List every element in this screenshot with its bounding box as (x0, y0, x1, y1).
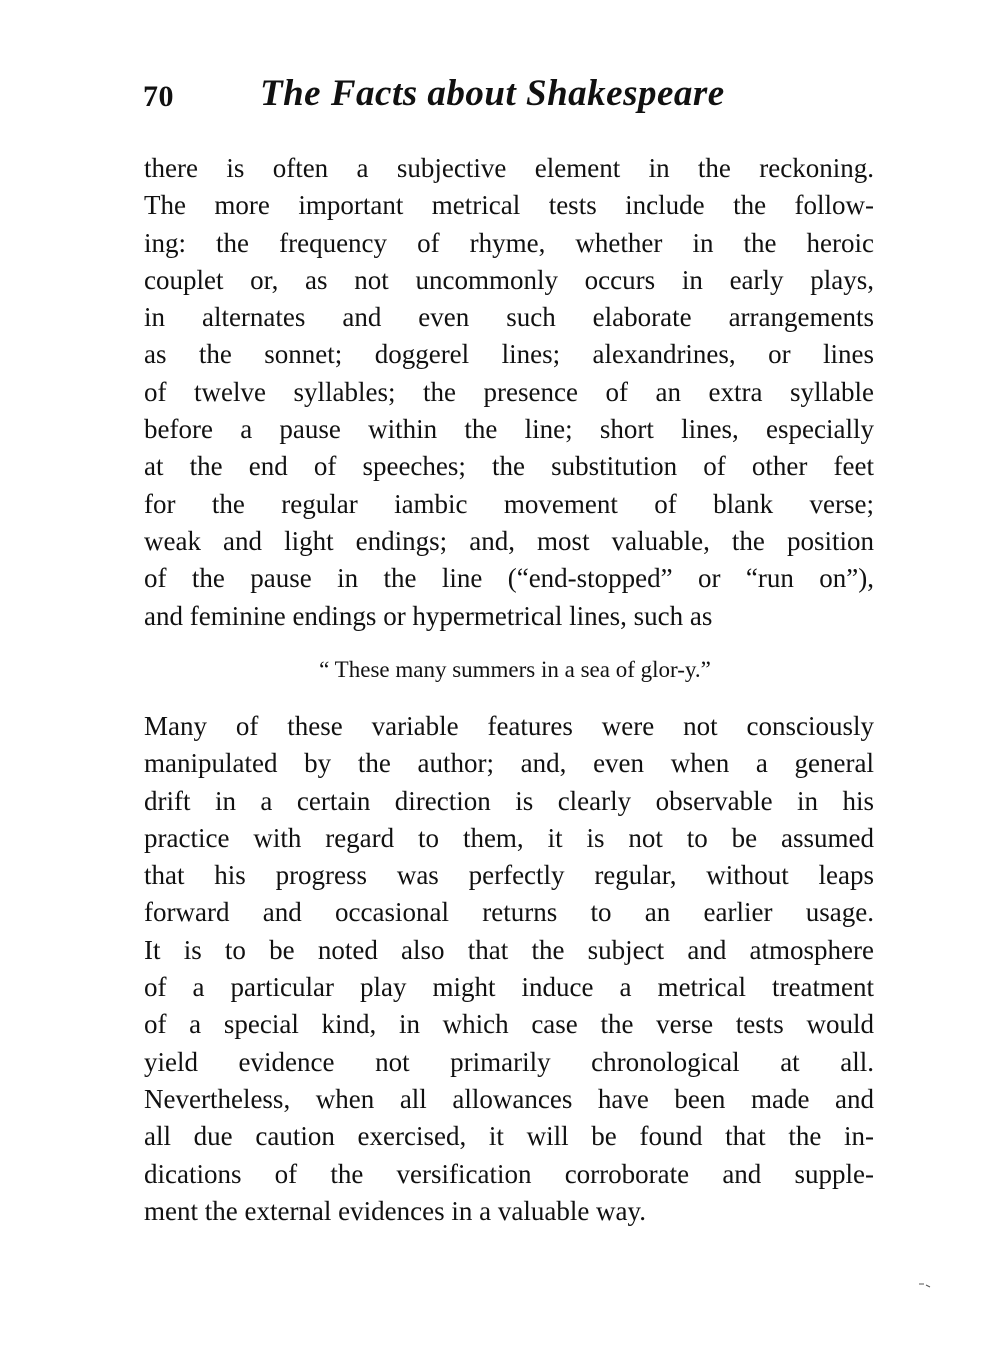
text-line: of a particular play might induce a metrical treatment (144, 972, 874, 1003)
text-line: practice with regard to them, it is not to be assumed (144, 822, 874, 853)
text-line: of twelve syllables; the presence of an extra syllable (144, 376, 874, 407)
text-line: and feminine endings or hypermetrical lines, such as (144, 600, 713, 631)
page-header (143, 68, 883, 128)
text-line: at the end of speeches; the substitution of other feet (144, 451, 874, 482)
text-line: of the pause in the line (“end-stopped” or “run on”), (144, 563, 874, 594)
text-line: manipulated by the author; and, even when a general (144, 748, 874, 779)
text-line: ing: the frequency of rhyme, whether in the heroic (144, 227, 874, 258)
page-number: 70 (143, 80, 174, 113)
text-line: The more important metrical tests include the follow- (144, 190, 874, 221)
text-line: in alternates and even such elaborate arrangements (144, 302, 874, 333)
text-line: drift in a certain direction is clearly observable in his (144, 785, 874, 816)
text-line: weak and light endings; and, most valuable, the position (144, 525, 874, 556)
running-title: The Facts about Shakespeare (260, 73, 725, 114)
text-line: Nevertheless, when all allowances have been made and (144, 1083, 874, 1114)
paragraph-2 (144, 708, 874, 1230)
text-line: It is to be noted also that the subject and atmosphere (144, 934, 874, 965)
text-line: couplet or, as not uncommonly occurs in early plays, (144, 264, 874, 295)
text-line: yield evidence not primarily chronological at all. (144, 1046, 874, 1077)
verse-quotation (0, 655, 1000, 685)
text-line: ment the external evidences in a valuable way. (144, 1195, 647, 1226)
text-line: for the regular iambic movement of blank verse; (144, 488, 874, 519)
text-line: dications of the versification corroborate and supple- (144, 1158, 874, 1189)
scan-speck-mark (918, 1282, 932, 1288)
text-line: that his progress was perfectly regular, without leaps (144, 860, 874, 891)
quotation-text: “ These many summers in a sea of glor-y.” (319, 657, 711, 682)
text-line: of a special kind, in which case the verse tests would (144, 1009, 874, 1040)
paragraph-1 (144, 150, 874, 635)
text-line: there is often a subjective element in the reckoning. (144, 153, 874, 183)
text-line: Many of these variable features were not consciously (144, 711, 874, 741)
text-line: as the sonnet; doggerel lines; alexandrines, or lines (144, 339, 874, 370)
text-line: all due caution exercised, it will be found that the in- (144, 1121, 874, 1152)
text-line: forward and occasional returns to an earlier usage. (144, 897, 874, 928)
text-line: before a pause within the line; short lines, especially (144, 414, 874, 445)
